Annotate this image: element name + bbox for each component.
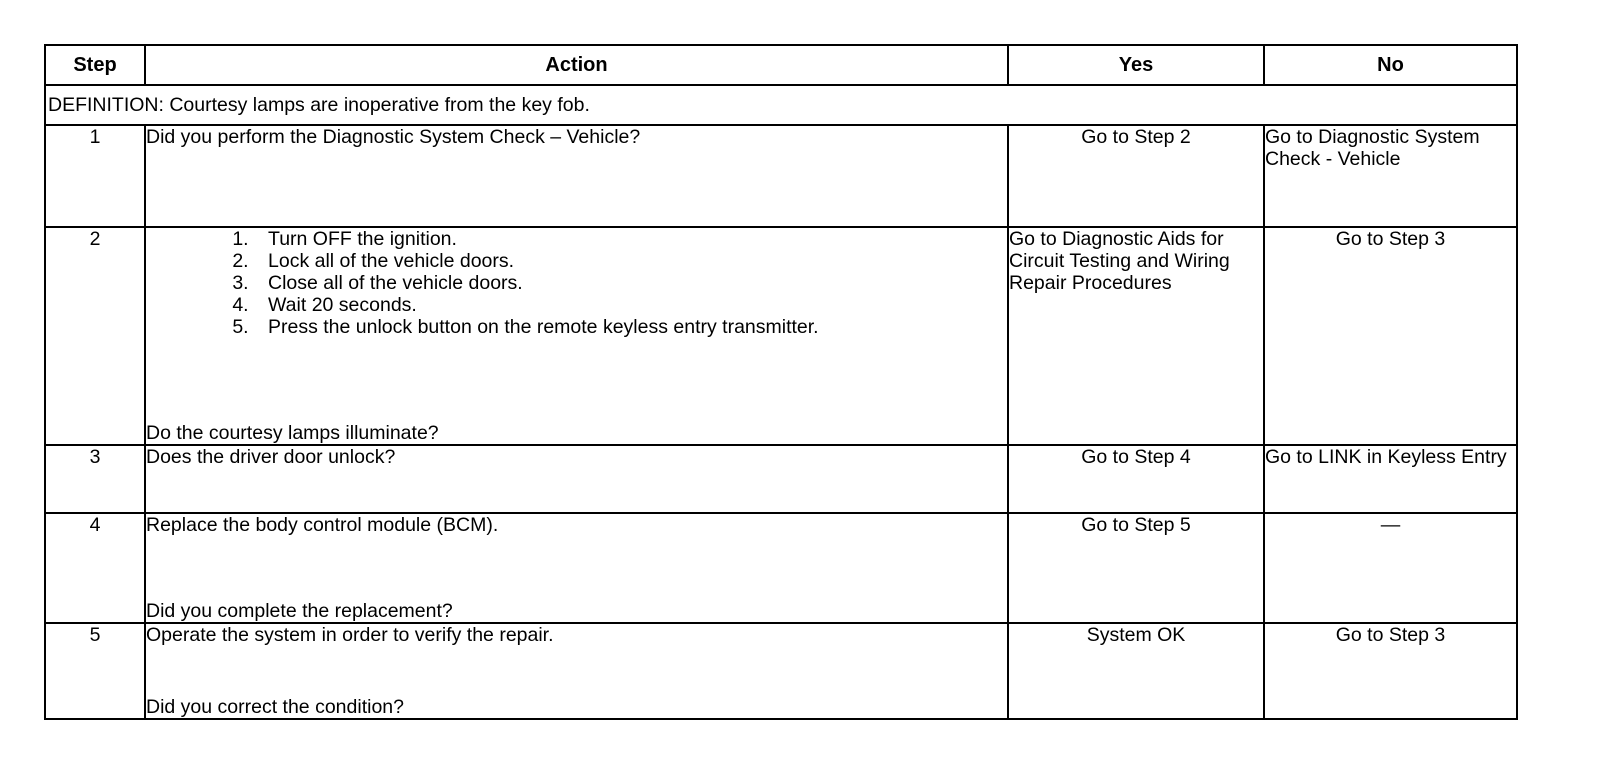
- step-number: 4: [45, 513, 145, 623]
- step-number: 1: [45, 125, 145, 227]
- action-text: Did you perform the Diagnostic System Check – Vehicle?: [146, 126, 641, 148]
- action-question: Do the courtesy lamps illuminate?: [146, 422, 439, 444]
- list-item: 5. Press the unlock button on the remote keyless entry transmitter.: [254, 316, 1007, 338]
- table-row: [45, 513, 1517, 623]
- step-number: 5: [45, 623, 145, 719]
- action-text: Operate the system in order to verify the repair.: [146, 624, 554, 646]
- table-row: [45, 125, 1517, 227]
- action-cell: [145, 445, 1008, 513]
- list-item: 4. Wait 20 seconds.: [254, 294, 1007, 316]
- action-cell: [145, 125, 1008, 227]
- header-row: [45, 45, 1517, 85]
- no-cell: Go to Step 3: [1264, 623, 1517, 719]
- definition-text: DEFINITION: Courtesy lamps are inoperative from the key fob.: [45, 85, 1517, 125]
- list-item: 2. Lock all of the vehicle doors.: [254, 250, 1007, 272]
- table-row: [45, 623, 1517, 719]
- list-item: 3. Close all of the vehicle doors.: [254, 272, 1007, 294]
- definition-row: [45, 85, 1517, 125]
- action-question: Did you correct the condition?: [146, 696, 404, 718]
- diagnostic-table: [44, 44, 1518, 720]
- header-action: Action: [145, 45, 1008, 85]
- yes-cell: Go to Step 5: [1008, 513, 1264, 623]
- no-cell: —: [1264, 513, 1517, 623]
- action-cell: [145, 227, 1008, 445]
- no-cell: Go to Diagnostic System Check - Vehicle: [1264, 125, 1517, 227]
- yes-cell: Go to Step 4: [1008, 445, 1264, 513]
- no-cell: Go to Step 3: [1264, 227, 1517, 445]
- no-cell: Go to LINK in Keyless Entry: [1264, 445, 1517, 513]
- action-steps-list: [146, 228, 1007, 338]
- action-cell: [145, 513, 1008, 623]
- action-question: Did you complete the replacement?: [146, 600, 453, 622]
- table-row: [45, 445, 1517, 513]
- header-yes: Yes: [1008, 45, 1264, 85]
- action-text: Does the driver door unlock?: [146, 446, 396, 468]
- table-row: [45, 227, 1517, 445]
- action-text: Replace the body control module (BCM).: [146, 514, 499, 536]
- step-number: 3: [45, 445, 145, 513]
- yes-cell: Go to Diagnostic Aids for Circuit Testing and Wiring Repair Procedures: [1008, 227, 1264, 445]
- action-cell: [145, 623, 1008, 719]
- step-number: 2: [45, 227, 145, 445]
- yes-cell: Go to Step 2: [1008, 125, 1264, 227]
- list-item: 1. Turn OFF the ignition.: [254, 228, 1007, 250]
- header-step: Step: [45, 45, 145, 85]
- header-no: No: [1264, 45, 1517, 85]
- yes-cell: System OK: [1008, 623, 1264, 719]
